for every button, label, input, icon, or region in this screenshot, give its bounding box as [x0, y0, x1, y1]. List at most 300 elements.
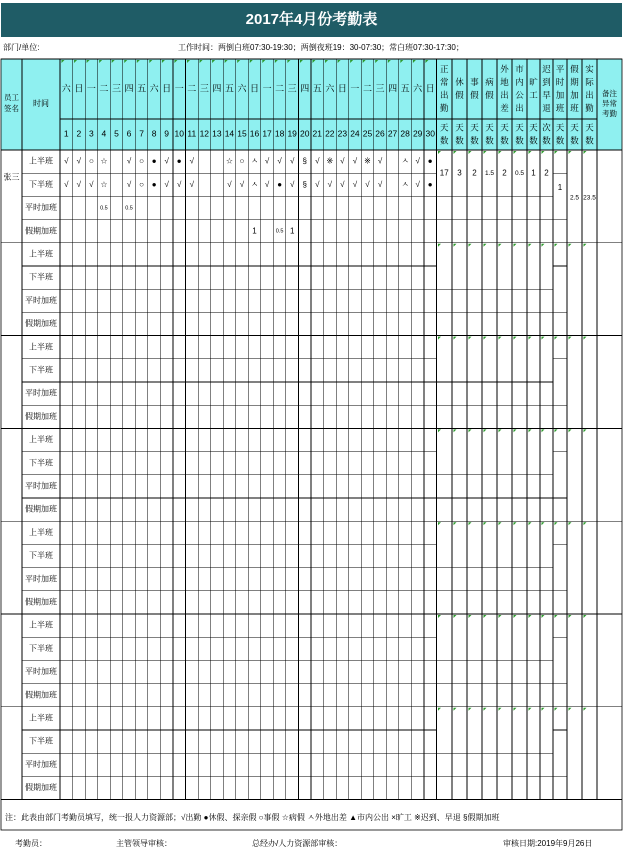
attendance-mark: ○	[239, 156, 245, 166]
summary-value: 2	[502, 168, 507, 178]
summary-header-label: 退	[542, 102, 551, 113]
attendance-mark: ㅅ	[401, 156, 409, 166]
corner-marker	[454, 244, 457, 247]
attendance-mark: ●	[427, 156, 433, 166]
corner-marker	[529, 429, 532, 432]
corner-marker	[514, 708, 517, 711]
summary-header-label: 假	[570, 63, 579, 74]
summary-header-label: 工	[529, 89, 538, 100]
page-title: 2017年4月份考勤表	[1, 3, 622, 37]
attendance-mark: ※	[364, 156, 371, 166]
remarks-header: 备注	[602, 88, 617, 98]
summary-unit-label: 数	[529, 135, 538, 146]
corner-marker	[555, 615, 558, 618]
weekday-label: 日	[74, 83, 84, 94]
row-label: 下半班	[29, 643, 53, 653]
attendance-mark: ☆	[100, 179, 108, 189]
weekday-label: 一	[350, 83, 360, 94]
row-label: 下半班	[29, 736, 53, 746]
row-label: 上半班	[29, 620, 53, 630]
day-number: 3	[89, 128, 94, 139]
summary-value: 1	[557, 182, 563, 192]
row-label: 上半班	[29, 527, 53, 537]
row-label: 上半班	[29, 342, 53, 352]
summary-header-label: 平	[555, 63, 565, 74]
summary-header-label: 早	[542, 89, 551, 100]
day-number: 5	[114, 128, 119, 139]
corner-marker	[569, 708, 572, 711]
summary-unit-label: 数	[542, 135, 551, 146]
summary-header-label: 内	[515, 76, 524, 87]
summary-header-label: 公	[515, 89, 524, 100]
day-number: 30	[425, 128, 435, 139]
attendance-mark: ○	[139, 156, 144, 166]
corner-marker	[514, 429, 517, 432]
summary-header-label: 假	[455, 89, 464, 100]
summary-value: 23.5	[583, 194, 596, 202]
summary-header-label: 事	[470, 76, 479, 87]
row-label: 上半班	[29, 713, 53, 723]
summary-header-label: 休	[455, 76, 464, 87]
weekday-label: 二	[362, 83, 372, 94]
row-label: 下半班	[29, 272, 53, 282]
attendance-mark: √	[289, 179, 295, 189]
corner-marker	[529, 522, 532, 525]
weekday-label: 四	[388, 83, 398, 94]
attendance-mark: 0.5	[275, 228, 284, 235]
summary-value: 0.5	[514, 169, 525, 177]
day-number: 29	[412, 128, 423, 139]
weekday-label: 三	[199, 83, 209, 94]
attendance-mark: ※	[326, 156, 334, 166]
row-label: 下半班	[29, 365, 53, 375]
weekday-label: 一	[174, 83, 184, 94]
attendance-mark: √	[76, 156, 82, 166]
corner-marker	[454, 615, 457, 618]
summary-unit-label: 数	[439, 135, 449, 146]
summary-value: 17	[439, 168, 449, 178]
corner-marker	[542, 522, 545, 525]
summary-value: 1.5	[484, 169, 495, 177]
corner-marker	[584, 522, 587, 525]
attendance-mark: √	[352, 156, 358, 166]
day-number: 10	[174, 128, 184, 139]
attendance-mark: 0.5	[125, 205, 133, 212]
corner-marker	[499, 429, 502, 432]
weekday-label: 五	[224, 83, 234, 94]
row-label: 上半班	[29, 156, 53, 166]
corner-marker	[484, 244, 487, 247]
footer-supervisor: 主管领导审核：	[116, 839, 172, 848]
weekday-label: 三	[111, 83, 121, 94]
attendance-mark: ㅅ	[250, 156, 259, 166]
weekday-label: 二	[187, 83, 197, 94]
summary-unit-label: 天	[485, 122, 494, 133]
summary-unit-label: 天	[470, 122, 479, 133]
attendance-mark: ㅅ	[250, 179, 259, 189]
weekday-label: 六	[413, 83, 423, 94]
day-number: 28	[400, 128, 410, 139]
corner-marker	[529, 615, 532, 618]
corner-marker	[555, 708, 558, 711]
attendance-mark: √	[264, 179, 270, 189]
attendance-mark: √	[327, 179, 333, 189]
attendance-mark: √	[227, 179, 232, 189]
attendance-mark: √	[189, 156, 194, 166]
corner-marker	[499, 244, 502, 247]
day-number: 12	[199, 128, 210, 139]
attendance-mark: 1	[252, 226, 257, 236]
row-label: 假期加班	[25, 597, 57, 607]
corner-marker	[469, 337, 472, 340]
header-employee-sign: 签名	[4, 103, 19, 113]
corner-marker	[555, 522, 558, 525]
corner-marker	[469, 151, 472, 154]
day-number: 19	[287, 128, 297, 139]
row-label: 假期加班	[25, 504, 57, 514]
corner-marker	[499, 151, 502, 154]
summary-header-label: 迟	[542, 63, 551, 74]
weekday-label: 日	[425, 83, 435, 94]
attendance-mark: √	[189, 179, 194, 189]
corner-marker	[438, 615, 441, 618]
attendance-mark: √	[64, 179, 69, 189]
day-number: 9	[164, 128, 170, 139]
corner-marker	[438, 151, 441, 154]
corner-marker	[438, 429, 441, 432]
row-label: 平时加班	[25, 574, 57, 584]
corner-marker	[438, 337, 441, 340]
weekday-label: 四	[124, 83, 134, 94]
corner-marker	[569, 244, 572, 247]
weekday-label: 日	[337, 83, 347, 94]
attendance-mark: √	[315, 179, 320, 189]
day-number: 26	[375, 128, 385, 139]
corner-marker	[584, 708, 587, 711]
corner-marker	[569, 615, 572, 618]
day-number: 4	[101, 128, 107, 139]
attendance-mark: ☆	[100, 156, 108, 166]
corner-marker	[584, 337, 587, 340]
summary-header-label: 出	[500, 89, 509, 100]
summary-unit-label: 数	[485, 135, 494, 146]
corner-marker	[569, 522, 572, 525]
row-label: 平时加班	[25, 759, 57, 769]
corner-marker	[438, 522, 441, 525]
attendance-mark: √	[264, 156, 270, 166]
weekday-label: 六	[325, 83, 335, 94]
summary-unit-label: 数	[515, 135, 524, 146]
corner-marker	[529, 244, 532, 247]
corner-marker	[584, 615, 587, 618]
corner-marker	[484, 522, 487, 525]
row-label: 平时加班	[25, 667, 57, 677]
remarks-header: 异常	[602, 98, 617, 108]
attendance-mark: ㅅ	[401, 179, 409, 189]
corner-marker	[555, 429, 558, 432]
corner-marker	[469, 522, 472, 525]
attendance-mark: √	[126, 156, 132, 166]
corner-marker	[542, 429, 545, 432]
summary-header-label: 实	[585, 63, 594, 74]
attendance-mark: √	[415, 179, 420, 189]
corner-marker	[542, 708, 545, 711]
day-number: 16	[249, 128, 260, 139]
corner-marker	[454, 337, 457, 340]
corner-marker	[514, 244, 517, 247]
weekday-label: 三	[287, 83, 297, 94]
weekday-label: 六	[61, 83, 71, 94]
footer-review-date: 审核日期:2019年9月26日	[503, 839, 593, 848]
weekday-label: 二	[99, 83, 109, 94]
summary-header-label: 病	[485, 76, 494, 87]
department-label: 部门/单位:	[3, 43, 40, 52]
row-label: 平时加班	[25, 388, 57, 398]
attendance-mark: √	[415, 156, 420, 166]
corner-marker	[454, 151, 457, 154]
attendance-mark: ☆	[225, 156, 234, 166]
summary-header-label: 假	[470, 89, 479, 100]
weekday-label: 二	[275, 83, 285, 94]
summary-header-label: 地	[500, 76, 509, 87]
summary-header-label: 出	[439, 89, 449, 100]
summary-header-label: 勤	[585, 102, 594, 113]
corner-marker	[499, 615, 502, 618]
row-label: 下半班	[29, 551, 53, 561]
attendance-mark: √	[277, 156, 282, 166]
day-number: 8	[151, 128, 157, 139]
attendance-mark: ●	[151, 179, 157, 189]
weekday-label: 六	[149, 83, 159, 94]
summary-header-label: 出	[515, 102, 524, 113]
corner-marker	[569, 151, 572, 154]
summary-unit-label: 天	[570, 122, 579, 133]
attendance-mark: ●	[277, 179, 283, 189]
day-number: 18	[274, 128, 285, 139]
corner-marker	[469, 429, 472, 432]
summary-header-label: 勤	[439, 102, 449, 113]
summary-header-label: 外	[500, 63, 509, 74]
summary-unit-label: 次	[542, 122, 551, 133]
day-number: 25	[362, 128, 373, 139]
corner-marker	[529, 337, 532, 340]
table-frame	[1, 59, 622, 830]
header-time: 时间	[33, 99, 49, 109]
weekday-label: 四	[212, 83, 222, 94]
weekday-label: 一	[86, 83, 96, 94]
attendance-mark: 0.5	[100, 205, 108, 212]
attendance-mark: ○	[88, 156, 94, 166]
summary-header-label: 正	[439, 63, 449, 74]
corner-marker	[555, 244, 558, 247]
corner-marker	[584, 151, 587, 154]
corner-marker	[469, 708, 472, 711]
corner-marker	[584, 429, 587, 432]
corner-marker	[499, 337, 502, 340]
weekday-label: 一	[262, 83, 272, 94]
day-number: 2	[76, 128, 82, 139]
day-number: 1	[63, 128, 69, 139]
day-number: 14	[224, 128, 235, 139]
row-label: 假期加班	[25, 226, 57, 236]
attendance-mark: √	[164, 179, 169, 189]
row-label: 假期加班	[25, 411, 57, 421]
attendance-mark: √	[377, 156, 383, 166]
day-number: 15	[237, 128, 247, 139]
footer-attendance-clerk: 考勤员：	[15, 839, 47, 848]
summary-header-label: 假	[485, 89, 494, 100]
corner-marker	[454, 522, 457, 525]
weekday-label: 四	[300, 83, 310, 94]
day-number: 17	[262, 128, 272, 139]
corner-marker	[438, 708, 441, 711]
row-label: 平时加班	[25, 481, 57, 491]
row-label: 平时加班	[25, 203, 57, 213]
row-label: 假期加班	[25, 690, 57, 700]
footer-general-manager: 总经办/人力资源部审核：	[252, 839, 343, 848]
summary-unit-label: 数	[585, 135, 594, 146]
attendance-mark: √	[315, 156, 320, 166]
summary-value: 3	[457, 168, 462, 178]
corner-marker	[569, 429, 572, 432]
summary-header-label: 加	[570, 89, 579, 100]
weekday-label: 五	[312, 83, 322, 94]
attendance-mark: ●	[151, 156, 157, 166]
day-number: 24	[350, 128, 360, 139]
summary-value: 2	[544, 168, 549, 178]
summary-unit-label: 天	[515, 122, 524, 133]
summary-unit-label: 天	[555, 122, 565, 133]
corner-marker	[469, 615, 472, 618]
weekday-label: 三	[375, 83, 385, 94]
attendance-mark: §	[302, 156, 307, 166]
summary-header-label: 时	[555, 76, 565, 87]
weekday-label: 日	[162, 83, 172, 94]
summary-value: 2.5	[569, 194, 580, 202]
corner-marker	[454, 429, 457, 432]
attendance-mark: √	[177, 179, 182, 189]
summary-unit-label: 天	[529, 122, 538, 133]
summary-unit-label: 数	[500, 135, 509, 146]
attendance-mark: 1	[289, 226, 295, 236]
corner-marker	[514, 337, 517, 340]
day-number: 23	[337, 128, 348, 139]
remarks-header: 考勤	[602, 108, 617, 118]
day-number: 27	[387, 128, 398, 139]
summary-value: 1	[531, 168, 536, 178]
attendance-mark: √	[164, 156, 169, 166]
summary-unit-label: 天	[455, 122, 464, 133]
corner-marker	[499, 522, 502, 525]
summary-unit-label: 数	[570, 135, 579, 146]
corner-marker	[484, 429, 487, 432]
legend-note: 注：此表由部门考勤员填写，统一报人力资源部；√出勤 ●休假、探亲假 ○事假 ☆病假 ㅅ外地出差 ▲市内公出 ×旷工 ※迟到、早退 §假期加班	[5, 813, 500, 822]
attendance-mark: √	[126, 179, 132, 189]
summary-unit-label: 天	[500, 122, 509, 133]
attendance-mark: §	[302, 179, 307, 189]
attendance-mark: √	[239, 179, 245, 189]
summary-header-label: 到	[542, 76, 551, 87]
summary-unit-label: 数	[555, 135, 565, 146]
corner-marker	[469, 244, 472, 247]
summary-header-label: 班	[570, 102, 579, 113]
row-label: 下半班	[29, 179, 53, 189]
day-number: 21	[312, 128, 323, 139]
attendance-mark: √	[377, 179, 383, 189]
attendance-mark: ○	[139, 179, 144, 189]
row-label: 假期加班	[25, 783, 57, 793]
day-number: 20	[299, 128, 310, 139]
corner-marker	[555, 151, 558, 154]
corner-marker	[529, 708, 532, 711]
corner-marker	[484, 337, 487, 340]
corner-marker	[529, 151, 532, 154]
corner-marker	[542, 337, 545, 340]
summary-unit-label: 数	[470, 135, 479, 146]
summary-unit-label: 数	[455, 135, 464, 146]
attendance-mark: √	[340, 179, 345, 189]
weekday-label: 六	[237, 83, 247, 94]
row-label: 上半班	[29, 435, 53, 445]
corner-marker	[484, 151, 487, 154]
corner-marker	[484, 615, 487, 618]
day-number: 11	[187, 128, 197, 139]
weekday-label: 日	[250, 83, 260, 94]
work-hours: 工作时间：两倒白班07:30-19:30；两倒夜班19：30-07:30；常白班07:30-17:30；	[178, 43, 464, 52]
corner-marker	[555, 337, 558, 340]
corner-marker	[438, 244, 441, 247]
corner-marker	[542, 151, 545, 154]
weekday-label: 五	[137, 83, 147, 94]
day-number: 13	[212, 128, 222, 139]
header-employee-sign: 员工	[4, 92, 19, 102]
corner-marker	[542, 615, 545, 618]
corner-marker	[514, 615, 517, 618]
summary-header-label: 出	[585, 89, 594, 100]
summary-header-label: 旷	[529, 76, 538, 87]
corner-marker	[584, 244, 587, 247]
attendance-mark: √	[365, 179, 370, 189]
day-number: 6	[126, 128, 132, 139]
summary-header-label: 加	[555, 89, 565, 100]
row-label: 假期加班	[25, 319, 57, 329]
weekday-label: 五	[400, 83, 410, 94]
attendance-mark: ●	[427, 179, 433, 189]
summary-header-label: 常	[439, 76, 449, 87]
attendance-mark: √	[64, 156, 69, 166]
attendance-mark: ●	[176, 156, 182, 166]
row-label: 上半班	[29, 249, 53, 259]
row-label: 平时加班	[25, 295, 57, 305]
corner-marker	[499, 708, 502, 711]
summary-header-label: 班	[555, 102, 565, 113]
day-number: 7	[139, 128, 144, 139]
employee-name: 张三	[3, 172, 20, 182]
day-number: 22	[325, 128, 335, 139]
attendance-mark: √	[289, 156, 295, 166]
attendance-mark: √	[352, 179, 358, 189]
summary-header-label: 市	[515, 63, 524, 74]
summary-unit-label: 天	[585, 122, 594, 133]
summary-header-label: 期	[570, 76, 579, 87]
attendance-mark: √	[340, 156, 345, 166]
summary-header-label: 差	[500, 102, 509, 113]
summary-value: 2	[472, 168, 477, 178]
summary-unit-label: 天	[439, 122, 449, 133]
corner-marker	[542, 244, 545, 247]
attendance-mark: √	[89, 179, 94, 189]
attendance-mark: √	[76, 179, 82, 189]
